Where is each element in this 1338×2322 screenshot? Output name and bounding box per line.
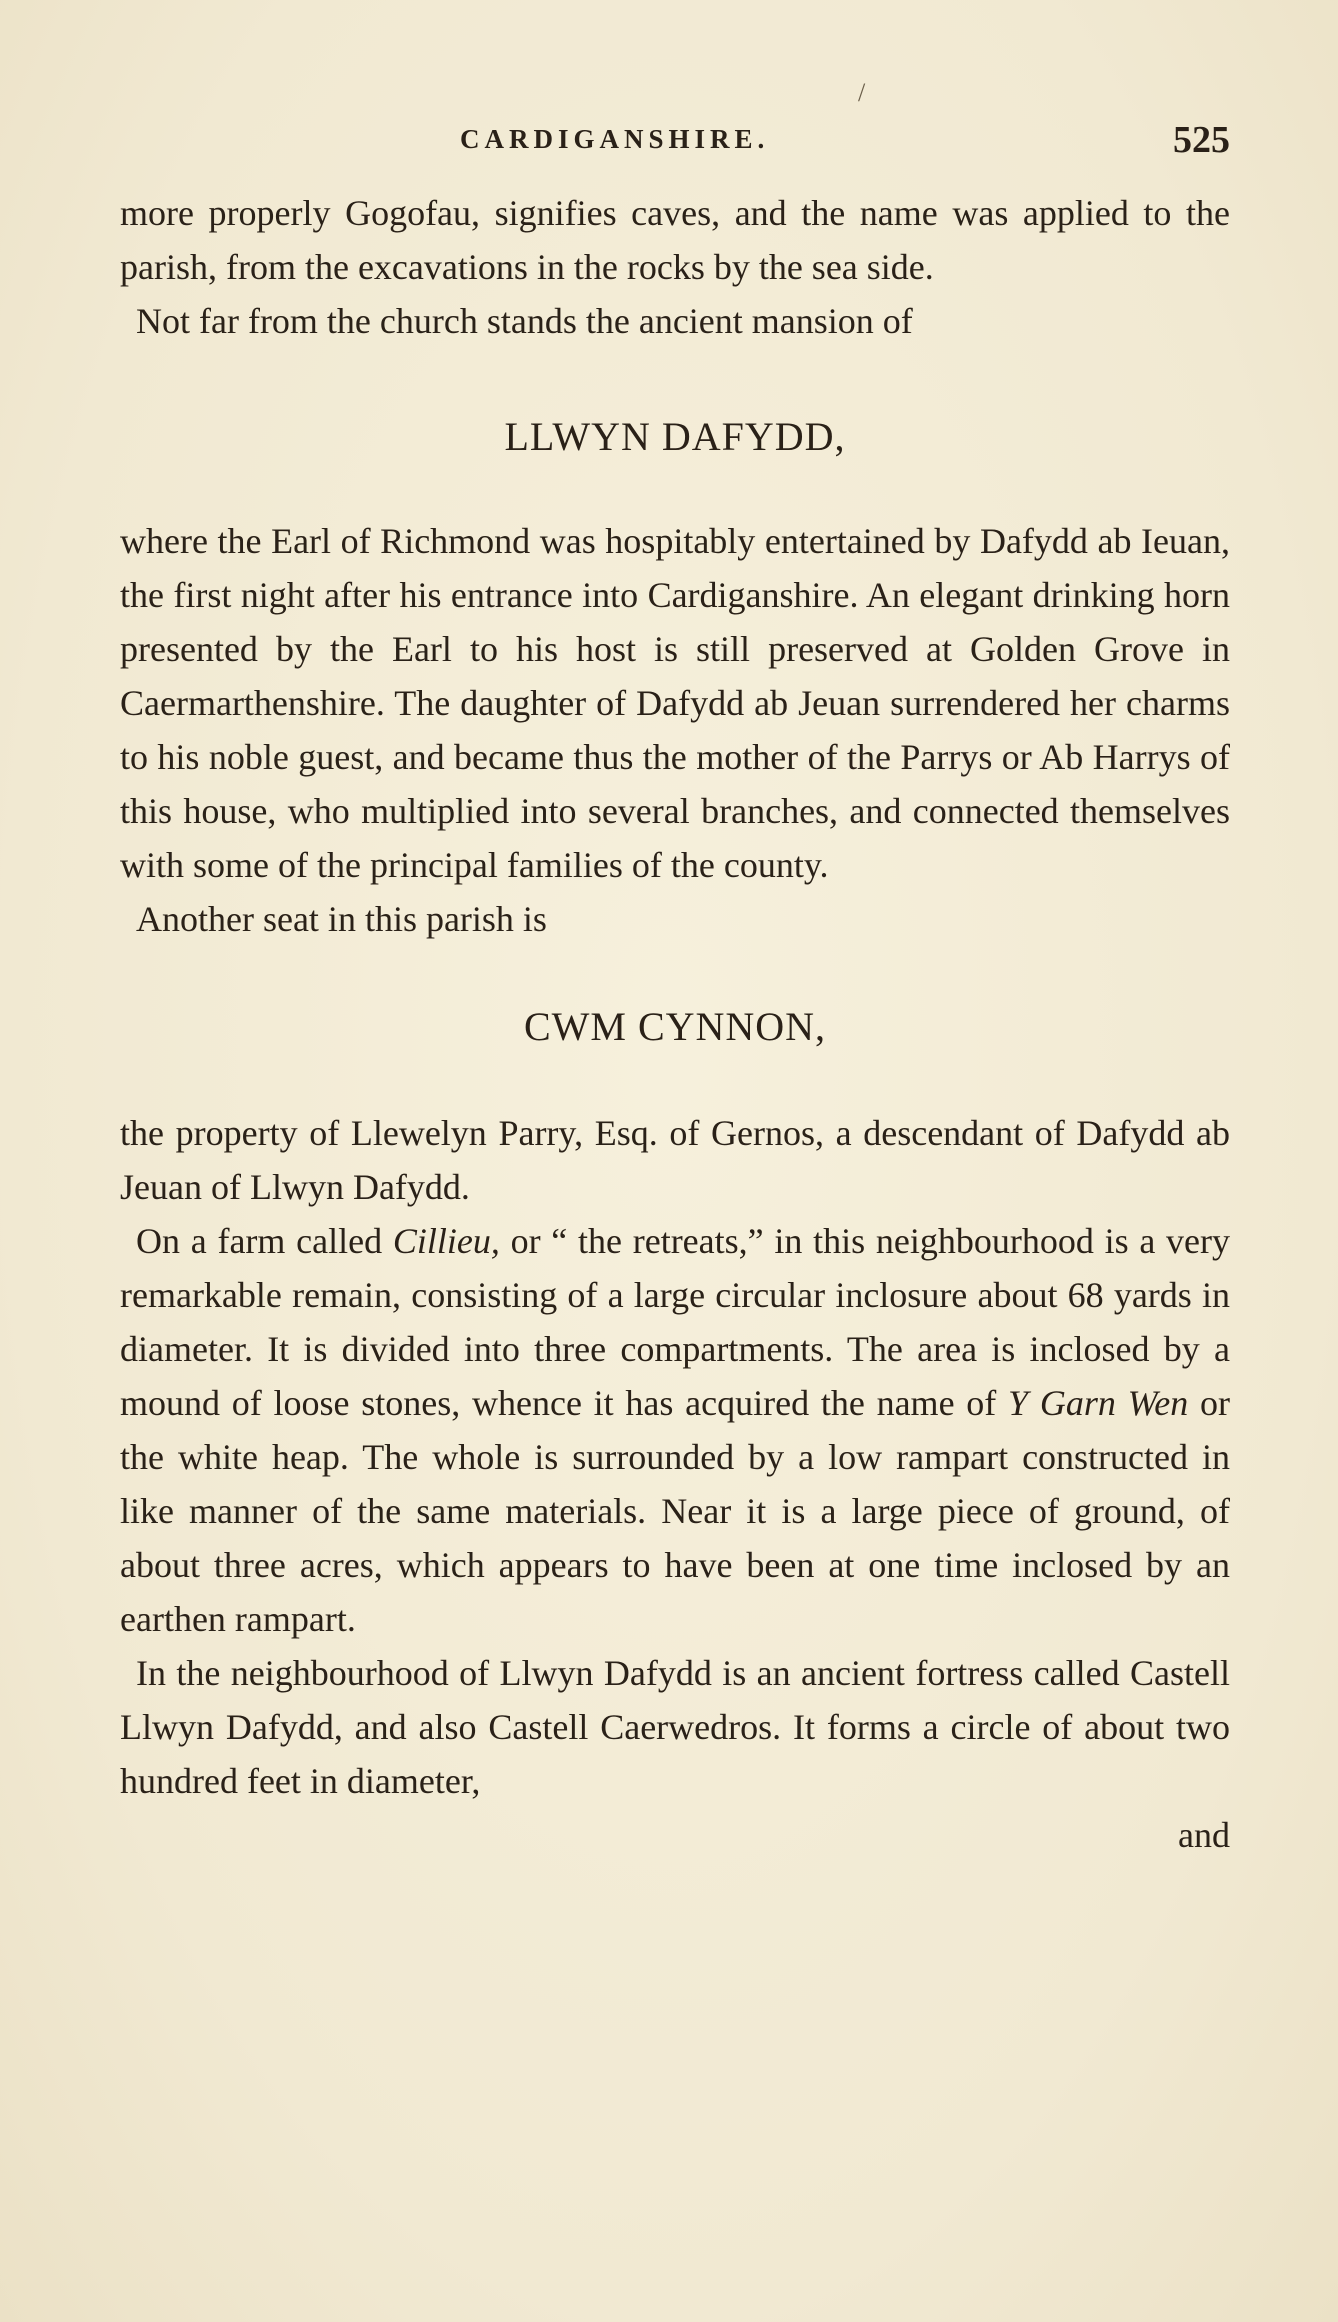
margin-mark: / (858, 78, 866, 107)
paragraph-7: In the neighbourhood of Llwyn Dafydd is an ancient fortress called Castell Llwyn Dafydd, and also Castell Caerwedros. It forms a circle of about two hundred feet in diameter, (120, 1653, 1230, 1801)
paragraph-6-text-b: or “ the retreats,” in this neighbourhood is a very remarkable remain, consisting of a large circular inclosure about 68 yards in diameter. It is divided into three compartments. The area is inclosed by a mound of loose stones, whence it has acquired the name of (120, 1221, 1230, 1423)
paragraph-6-text-c: or the white heap. The whole is surrounded by a low rampart constructed in like manner of the same materials. Near it is a large piece of ground, of about three acres, which appears to have been at one time inclosed by an earthen rampart. (120, 1383, 1230, 1639)
paragraph-6-italic-cillieu: Cillieu, (392, 1221, 500, 1261)
paragraph-3: where the Earl of Richmond was hospitably entertained by Dafydd ab Ieuan, the first night after his entrance into Cardiganshire. An elegant drinking horn presented by the Earl to his host is still preserved at Golden Grove in Caermarthenshire. The daughter of Dafydd ab Jeuan surrendered her charms to his noble guest, and became thus the mother of the Parrys or Ab Harrys of this house, who multiplied into several branches, and connected themselves with some of the principal families of the county. (120, 521, 1230, 885)
paragraph-6-italic-garn-wen: Y Garn Wen (1008, 1383, 1189, 1423)
paragraph-5: the property of Llewelyn Parry, Esq. of Gernos, a descendant of Dafydd ab Jeuan of Llwyn Dafydd. (120, 1113, 1230, 1207)
page-number: 525 (1173, 119, 1230, 161)
paragraph-1: more properly Gogofau, signifies caves, and the name was applied to the parish, from the excavations in the rocks by the sea side. (120, 193, 1230, 287)
heading-llwyn-dafydd: LLWYN DAFYDD, (504, 414, 846, 459)
paragraph-6-text-a: On a farm called (136, 1221, 393, 1261)
heading-cwm-cynnon: CWM CYNNON, (523, 1004, 827, 1049)
paragraph-2: Not far from the church stands the ancient mansion of (136, 301, 913, 341)
running-head: CARDIGANSHIRE. (460, 124, 770, 154)
paragraph-4: Another seat in this parish is (136, 899, 547, 939)
body-text (120, 186, 1230, 1862)
paragraph-6 (120, 1214, 1230, 1646)
page-header (120, 118, 1230, 168)
catchword: and (1178, 1815, 1230, 1855)
